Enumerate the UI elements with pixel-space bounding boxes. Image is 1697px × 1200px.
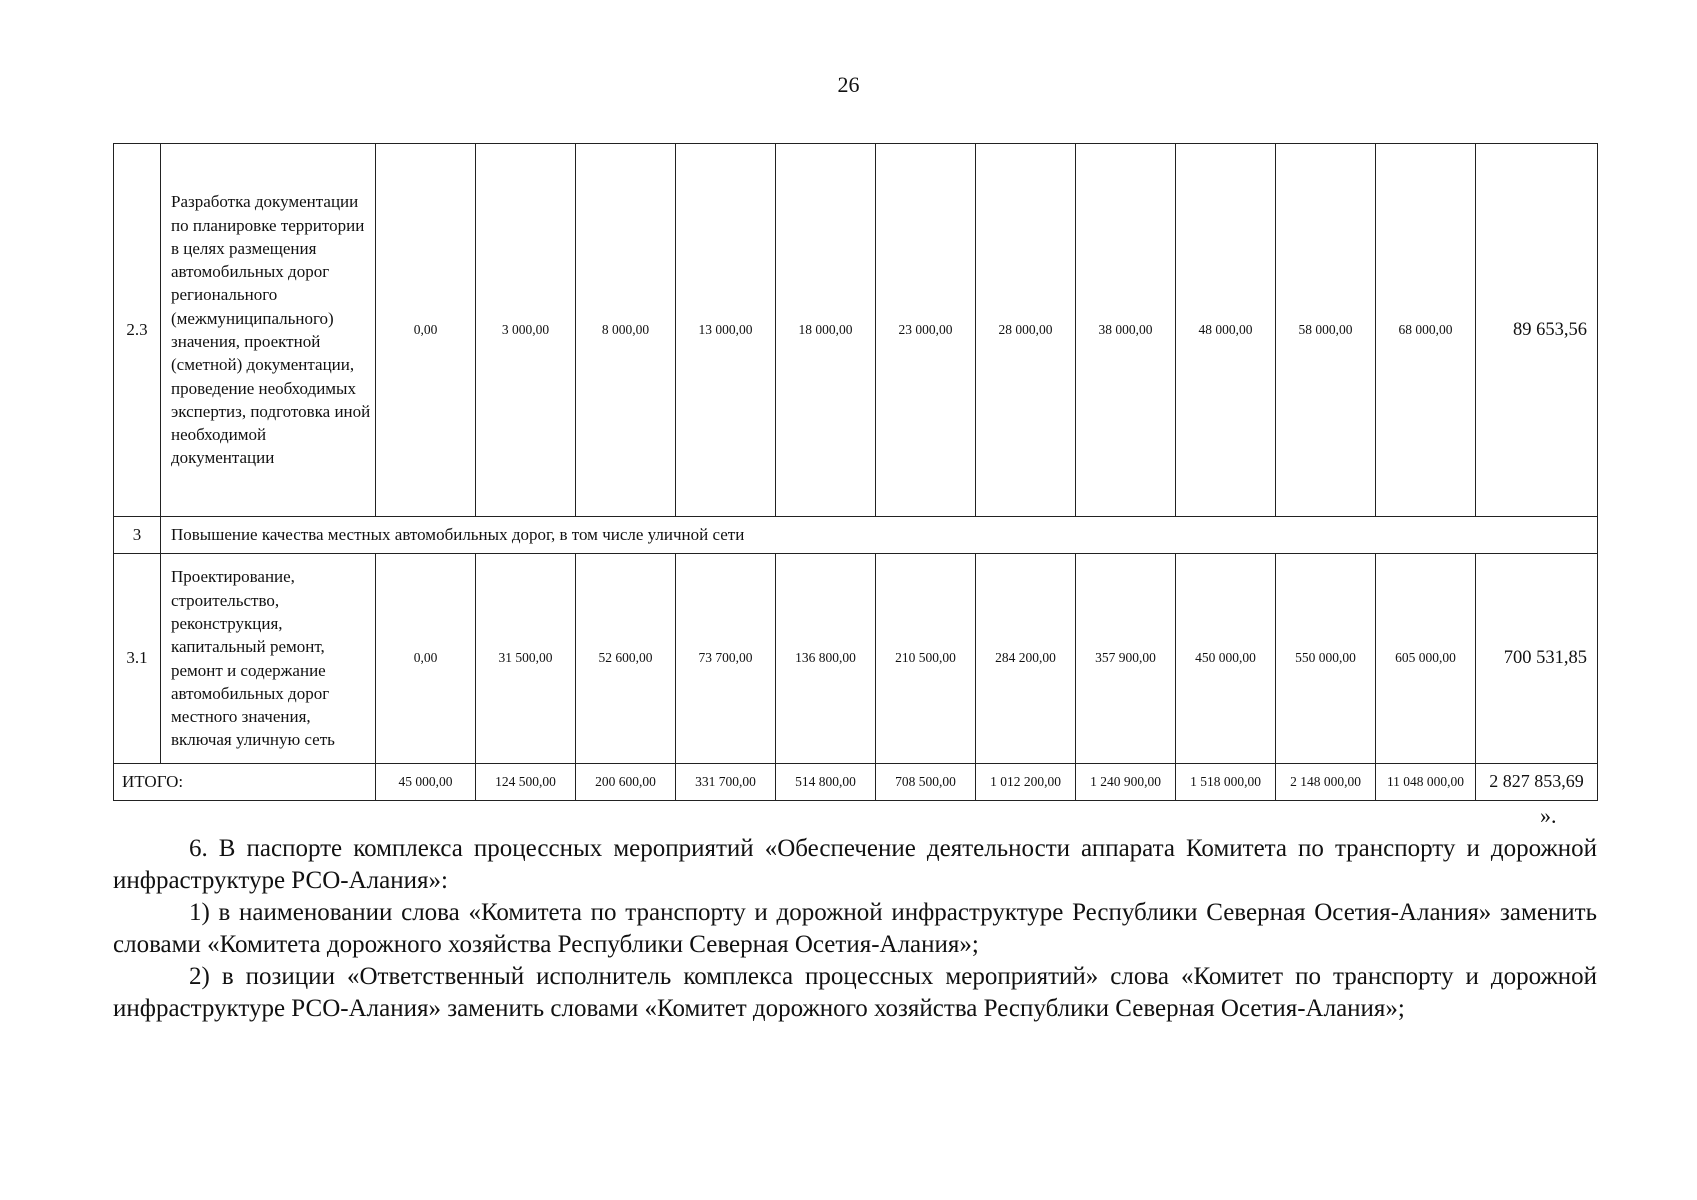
- paragraph-6: 6. В паспорте комплекса процессных мероприятий «Обеспечение деятельности аппарата Комитета по транспорту и дорожной инфраструктуре РСО-Алания»:: [113, 835, 1597, 894]
- table-cell: 58 000,00: [1276, 144, 1376, 517]
- table-cell: 2 148 000,00: [1276, 764, 1376, 801]
- grand-total: 2 827 853,69: [1476, 764, 1598, 801]
- row-total: 700 531,85: [1476, 554, 1598, 764]
- table-cell: 708 500,00: [876, 764, 976, 801]
- table-cell: 284 200,00: [976, 554, 1076, 764]
- page-number: 26: [837, 72, 860, 97]
- table-cell: 52 600,00: [576, 554, 676, 764]
- section-row-3: [114, 517, 1598, 554]
- table-cell: 31 500,00: [476, 554, 576, 764]
- measure-name: Проектирование, строительство, реконструкция, капитальный ремонт, ремонт и содержание автомобильных дорог местного значения, включая уличную сеть: [161, 554, 376, 764]
- table-cell: 1 240 900,00: [1076, 764, 1176, 801]
- table-cell: 357 900,00: [1076, 554, 1176, 764]
- table-cell: 48 000,00: [1176, 144, 1276, 517]
- table-cell: 23 000,00: [876, 144, 976, 517]
- table-row-itogo: [114, 764, 1598, 801]
- table-cell: 200 600,00: [576, 764, 676, 801]
- table-cell: 605 000,00: [1376, 554, 1476, 764]
- table-cell: 1 518 000,00: [1176, 764, 1276, 801]
- closing-quote: ».: [1540, 803, 1557, 828]
- budget-table: [113, 143, 1598, 801]
- table-cell: 13 000,00: [676, 144, 776, 517]
- amendment-text: [113, 833, 1597, 1025]
- table-cell: 18 000,00: [776, 144, 876, 517]
- paragraph-6-1: 1) в наименовании слова «Комитета по транспорту и дорожной инфраструктуре Республики Северная Осетия-Алания» заменить словами «Комитета дорожного хозяйства Республики Северная Осетия-Алания»;: [113, 899, 1597, 958]
- table-cell: 210 500,00: [876, 554, 976, 764]
- row-number: 3.1: [114, 554, 161, 764]
- table-cell: 0,00: [376, 144, 476, 517]
- table-cell: 550 000,00: [1276, 554, 1376, 764]
- row-total: 89 653,56: [1476, 144, 1598, 517]
- table-cell: 514 800,00: [776, 764, 876, 801]
- table-cell: 136 800,00: [776, 554, 876, 764]
- table-cell: 3 000,00: [476, 144, 576, 517]
- table-cell: 8 000,00: [576, 144, 676, 517]
- table-cell: 38 000,00: [1076, 144, 1176, 517]
- table-cell: 11 048 000,00: [1376, 764, 1476, 801]
- measure-name: Разработка документации по планировке территории в целях размещения автомобильных дорог регионального (межмуниципального) значения, проектной (сметной) документации, проведение необходимых экспертиз, подготовка иной необходимой документации: [161, 144, 376, 517]
- table-cell: 28 000,00: [976, 144, 1076, 517]
- table-cell: 124 500,00: [476, 764, 576, 801]
- table-cell: 0,00: [376, 554, 476, 764]
- section-title: Повышение качества местных автомобильных дорог, в том числе уличной сети: [161, 517, 1598, 554]
- table-cell: 331 700,00: [676, 764, 776, 801]
- itogo-label: ИТОГО:: [114, 764, 376, 801]
- table-cell: 68 000,00: [1376, 144, 1476, 517]
- section-number: 3: [114, 517, 161, 554]
- table-cell: 73 700,00: [676, 554, 776, 764]
- table-row-3-1: [114, 554, 1598, 764]
- row-number: 2.3: [114, 144, 161, 517]
- table-row-2-3: [114, 144, 1598, 517]
- table-cell: 1 012 200,00: [976, 764, 1076, 801]
- paragraph-6-2: 2) в позиции «Ответственный исполнитель комплекса процессных мероприятий» слова «Комитет по транспорту и дорожной инфраструктуре РСО-Алания» заменить словами «Комитет дорожного хозяйства Республики Северная Осетия-Алания»;: [113, 963, 1597, 1022]
- table-cell: 450 000,00: [1176, 554, 1276, 764]
- table-cell: 45 000,00: [376, 764, 476, 801]
